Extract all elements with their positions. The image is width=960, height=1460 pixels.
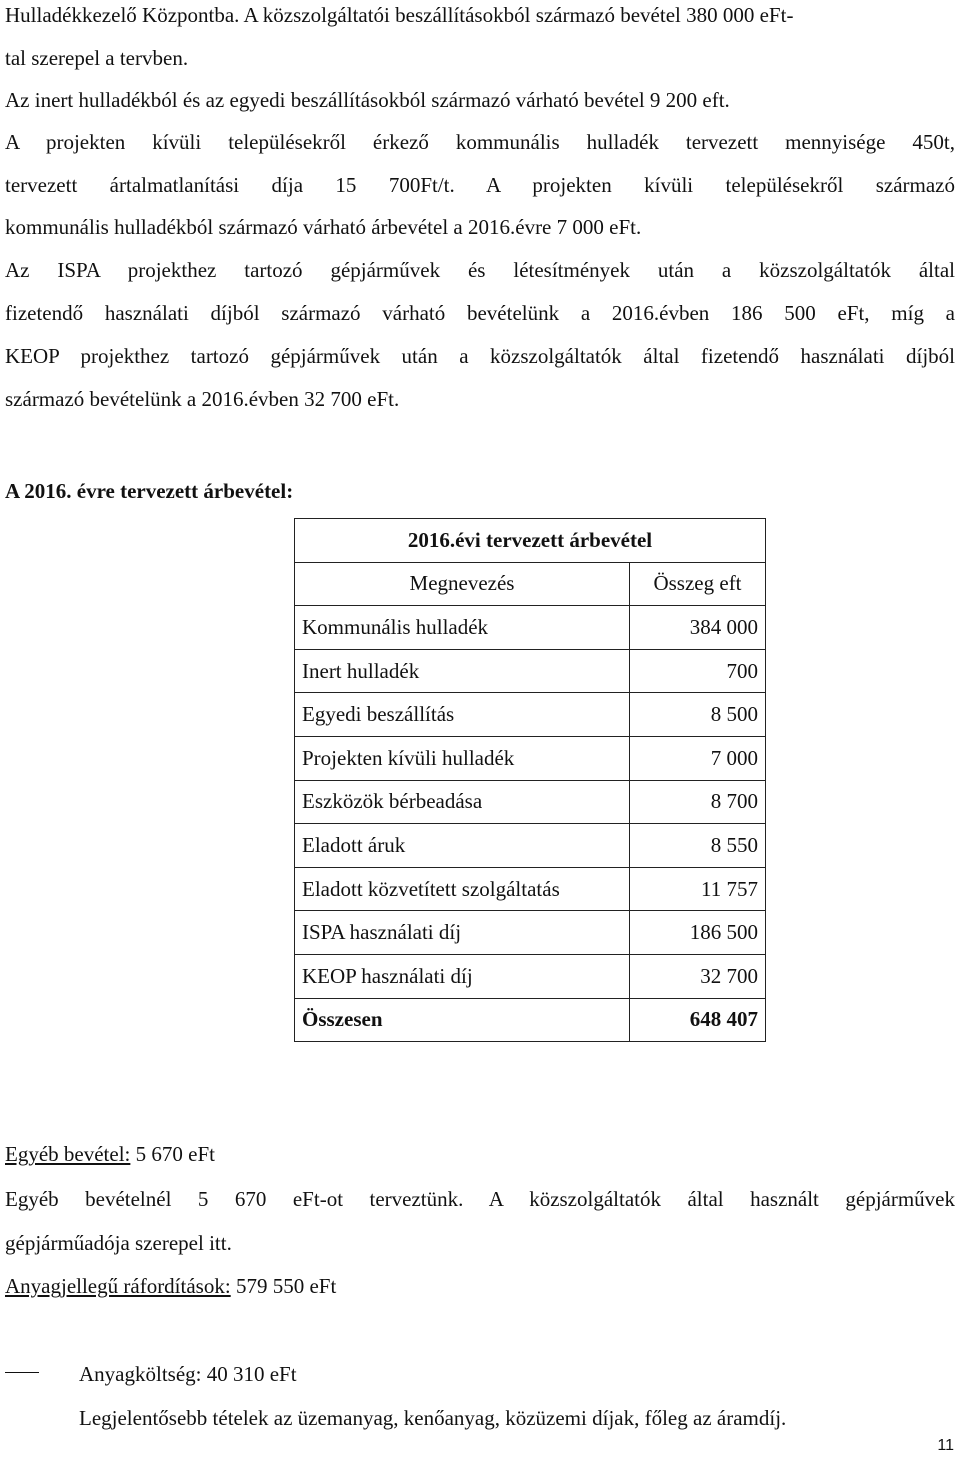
row-name: Kommunális hulladék (295, 606, 630, 650)
paragraph-line: Egyéb bevételnél 5 670 eFt-ot terveztünk. A közszolgáltatók által használt gépjárművek (5, 1187, 955, 1211)
paragraph-line: tal szerepel a tervben. (5, 46, 189, 70)
table-row (295, 867, 766, 911)
section-heading: A 2016. évre tervezett árbevétel: (5, 479, 294, 503)
row-name: Eladott közvetített szolgáltatás (295, 867, 630, 911)
material-costs-value: 579 550 eFt (230, 1274, 337, 1298)
table-total-row (295, 998, 766, 1042)
bullet-text: Anyagköltség: 40 310 eFt (79, 1362, 297, 1386)
row-amount: 8 700 (630, 780, 766, 824)
total-amount: 648 407 (630, 998, 766, 1042)
row-amount: 8 500 (630, 693, 766, 737)
table-row (295, 780, 766, 824)
total-label: Összesen (295, 998, 630, 1042)
material-costs-label: Anyagjellegű ráfordítások: (5, 1274, 231, 1298)
paragraph-line: Az ISPA projekthez tartozó gépjárművek és létesítmények után a közszolgáltatók által (5, 258, 955, 282)
row-amount: 7 000 (630, 736, 766, 780)
revenue-table (294, 518, 766, 1042)
other-income-value: 5 670 eFt (130, 1142, 215, 1166)
paragraph-line: KEOP projekthez tartozó gépjárművek után a közszolgáltatók által fizetendő használati díjból (5, 344, 955, 368)
column-header-amount: Összeg eft (630, 562, 766, 606)
material-costs-heading (5, 1273, 336, 1299)
column-header-name: Megnevezés (295, 562, 630, 606)
table-row (295, 693, 766, 737)
table-row (295, 954, 766, 998)
dash-bullet-icon (5, 1372, 39, 1373)
paragraph-line: A projekten kívüli településekről érkező kommunális hulladék tervezett mennyisége 450t, (5, 130, 955, 154)
row-amount: 384 000 (630, 606, 766, 650)
other-income-label: Egyéb bevétel: (5, 1142, 131, 1166)
row-name: Eszközök bérbeadása (295, 780, 630, 824)
paragraph-line: Az inert hulladékból és az egyedi beszállításokból származó várható bevétel 9 200 eft. (5, 88, 730, 112)
paragraph-line: kommunális hulladékból származó várható árbevétel a 2016.évre 7 000 eFt. (5, 215, 642, 239)
page-number: 11 (937, 1437, 954, 1454)
row-amount: 32 700 (630, 954, 766, 998)
row-name: Egyedi beszállítás (295, 693, 630, 737)
table-row (295, 824, 766, 868)
table-title: 2016.évi tervezett árbevétel (295, 519, 766, 563)
row-amount: 8 550 (630, 824, 766, 868)
table-row (295, 649, 766, 693)
table-row (295, 736, 766, 780)
row-amount: 186 500 (630, 911, 766, 955)
row-name: Projekten kívüli hulladék (295, 736, 630, 780)
table-row (295, 606, 766, 650)
row-amount: 11 757 (630, 867, 766, 911)
table-row (295, 911, 766, 955)
row-name: ISPA használati díj (295, 911, 630, 955)
paragraph-line: Hulladékkezelő Központba. A közszolgáltatói beszállításokból származó bevétel 380 000 eFt- (5, 3, 794, 27)
bullet-text: Legjelentősebb tételek az üzemanyag, kenőanyag, közüzemi díjak, főleg az áramdíj. (79, 1406, 787, 1430)
paragraph-line: fizetendő használati díjból származó várható bevételünk a 2016.évben 186 500 eFt, míg a (5, 301, 955, 325)
row-name: KEOP használati díj (295, 954, 630, 998)
paragraph-line: tervezett ártalmatlanítási díja 15 700Ft/t. A projekten kívüli településekről származó (5, 173, 955, 197)
row-amount: 700 (630, 649, 766, 693)
paragraph-line: származó bevételünk a 2016.évben 32 700 eFt. (5, 387, 400, 411)
row-name: Eladott áruk (295, 824, 630, 868)
paragraph-line: gépjárműadója szerepel itt. (5, 1231, 232, 1255)
other-income-heading (5, 1141, 215, 1167)
row-name: Inert hulladék (295, 649, 630, 693)
